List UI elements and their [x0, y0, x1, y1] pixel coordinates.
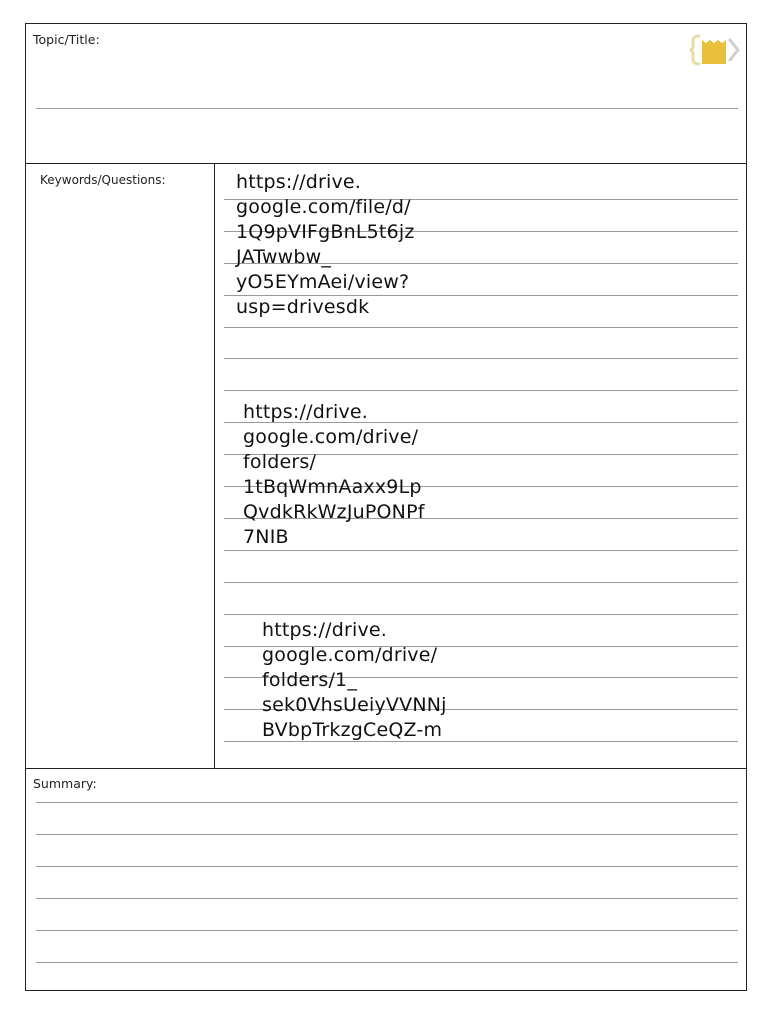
ruled-line: [36, 898, 738, 899]
header-divider: [26, 163, 746, 164]
link-line: https://drive.: [243, 401, 369, 423]
ruled-line: [224, 327, 738, 328]
ruled-line: [224, 582, 738, 583]
cornell-notes-sheet: [25, 23, 747, 991]
link-line: https://drive.: [236, 171, 362, 193]
link-line: BVbpTrkzgCeQZ-m: [262, 719, 443, 741]
ruled-line: [224, 614, 738, 615]
link-line: google.com/drive/: [262, 644, 438, 666]
ruled-line: [36, 802, 738, 803]
summary-label: Summary:: [33, 776, 97, 791]
ruled-line: [36, 866, 738, 867]
link-line: 7NIB: [243, 526, 289, 548]
link-line: google.com/drive/: [243, 426, 419, 448]
link-line: usp=drivesdk: [236, 296, 370, 318]
ruled-line: [224, 358, 738, 359]
link-line: 1tBqWmnAaxx9Lp: [243, 476, 422, 498]
topic-title-label: Topic/Title:: [33, 32, 100, 47]
ruled-line: [36, 930, 738, 931]
link-line: 1Q9pVIFgBnL5t6jz: [236, 221, 415, 243]
ruled-line: [36, 834, 738, 835]
link-line: QvdkRkWzJuPONPf: [243, 501, 425, 523]
link-line: folders/1_: [262, 669, 358, 691]
code-bracket-logo-icon: [688, 30, 740, 70]
ruled-line: [224, 390, 738, 391]
topic-title-rule: [36, 108, 738, 109]
link-line: sek0VhsUeiyVVNNj: [262, 694, 447, 716]
link-line: https://drive.: [262, 619, 388, 641]
cue-column-divider: [214, 163, 215, 768]
ruled-line: [36, 962, 738, 963]
keywords-questions-label: Keywords/Questions:: [40, 173, 166, 187]
drive-link-1[interactable]: [236, 170, 415, 320]
drive-link-2[interactable]: [243, 400, 425, 550]
drive-link-3[interactable]: [262, 618, 447, 743]
link-line: yO5EYmAei/view?: [236, 271, 410, 293]
summary-divider: [26, 768, 746, 769]
link-line: JATwwbw_: [236, 246, 332, 268]
link-line: folders/: [243, 451, 317, 473]
ruled-line: [224, 550, 738, 551]
link-line: google.com/file/d/: [236, 196, 411, 218]
